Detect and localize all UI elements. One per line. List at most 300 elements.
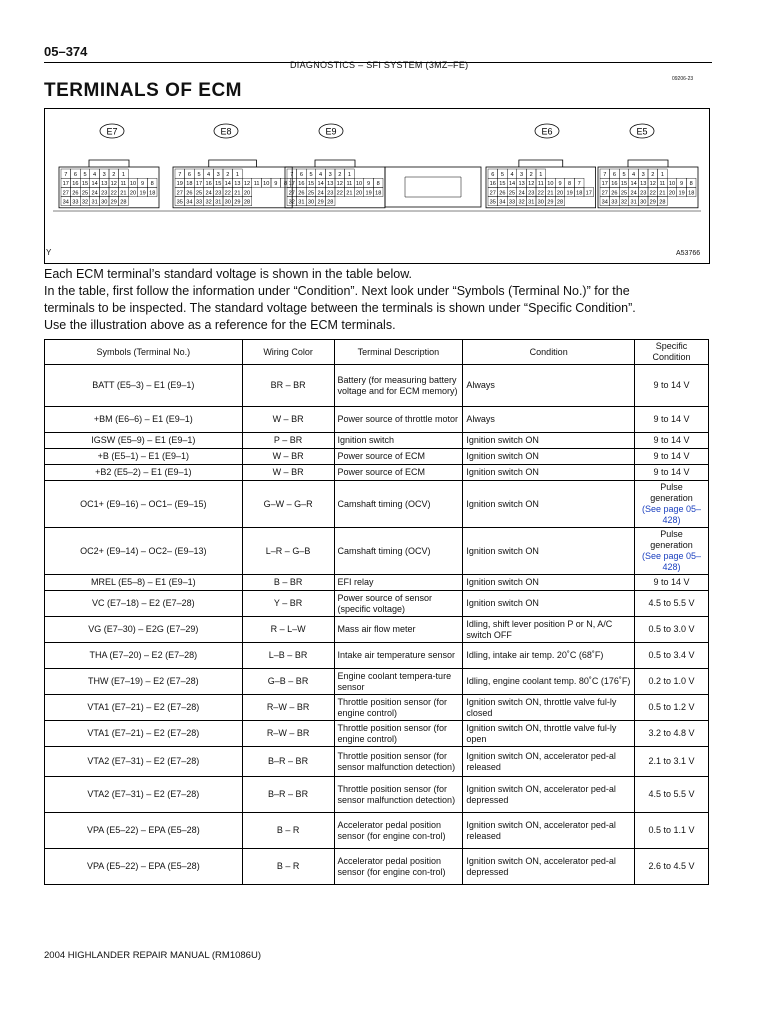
cell-condition [463,465,635,481]
cell-wiring-color [242,695,334,721]
cell-symbols [45,365,243,407]
pin-number: 24 [317,190,324,197]
pin-number: 27 [176,190,183,197]
pin-number: 18 [576,190,583,197]
pin-number: 31 [528,199,535,206]
pin-number: 15 [307,181,315,188]
cell-specific-condition-text: 9 to 14 V [653,577,690,587]
cell-terminal-description [334,575,463,591]
header-condition: Condition [463,340,635,365]
cell-condition [463,747,635,777]
cell-wiring-color [242,643,334,669]
pin-number: 33 [611,199,618,206]
see-page-link[interactable]: (See page 05–428) [641,551,702,572]
table-row [45,575,709,591]
cell-wiring-color [242,465,334,481]
cell-symbols-text: VTA2 (E7–31) – E2 (E7–28) [87,756,200,766]
cell-symbols [45,849,243,885]
cell-condition [463,777,635,813]
pin-number: 2 [338,171,342,178]
cell-wiring-color [242,591,334,617]
see-page-link[interactable]: (See page 05–428) [641,504,702,525]
cell-condition-text: Ignition switch ON, accelerator ped-al released [466,819,616,841]
cell-wiring-color-text: G–B – BR [267,676,309,686]
cell-terminal-description [334,433,463,449]
pin-number: 23 [327,190,334,197]
cell-symbols-text: VG (E7–30) – E2G (E7–29) [88,624,199,634]
cell-wiring-color-text: W – BR [272,451,304,461]
pin-number: 23 [640,190,647,197]
cell-wiring-color-text: G–W – G–R [263,498,313,509]
pin-number: 17 [288,181,295,188]
pin-number: 8 [283,181,287,188]
cell-condition-text: Ignition switch ON [466,598,539,608]
cell-terminal-description [334,449,463,465]
pin-number: 16 [489,181,496,188]
cell-wiring-color-text: Y – BR [273,598,303,608]
cell-wiring-color [242,575,334,591]
cell-specific-condition [635,643,709,669]
cell-specific-condition-text: 9 to 14 V [653,414,690,424]
cell-terminal-description [334,591,463,617]
pin-number: 17 [601,181,608,188]
pin-number: 30 [537,199,544,206]
pin-number: 4 [510,171,514,178]
pin-number: 5 [500,171,504,178]
pin-number: 19 [176,181,183,188]
pin-number: 24 [518,190,525,197]
cell-wiring-color [242,481,334,528]
pin-number: 25 [620,190,628,197]
cell-terminal-description [334,528,463,575]
cell-specific-condition-text: 2.6 to 4.5 V [648,861,695,871]
pin-number: 28 [243,199,251,206]
table-header-row [45,340,709,365]
pin-number: 30 [101,199,108,206]
cell-symbols-text: MREL (E5–8) – E1 (E9–1) [90,577,196,587]
cell-condition-text: Ignition switch ON [466,435,539,445]
cell-symbols [45,813,243,849]
pin-number: 30 [640,199,647,206]
cell-specific-condition [635,465,709,481]
ecm-terminal-table [44,339,709,885]
pin-number: 22 [537,190,544,197]
cell-specific-condition [635,617,709,643]
cell-condition-text: Ignition switch ON [466,545,539,556]
table-row [45,813,709,849]
cell-symbols [45,591,243,617]
footer-text: 2004 HIGHLANDER REPAIR MANUAL (RM1086U) [44,950,261,961]
pin-number: 1 [539,171,543,178]
pin-number: 18 [375,190,382,197]
pin-number: 28 [659,199,666,206]
pin-number: 9 [680,181,684,188]
cell-specific-condition [635,813,709,849]
pin-number: 6 [73,171,77,178]
cell-specific-condition [635,777,709,813]
pin-number: 1 [235,171,239,178]
cell-symbols-text: IGSW (E5–9) – E1 (E9–1) [91,435,196,445]
cell-symbols-text: +B2 (E5–2) – E1 (E9–1) [95,467,192,477]
pin-number: 19 [566,190,573,197]
cell-specific-condition-text: 0.5 to 3.4 V [648,650,695,660]
header-symbols: Symbols (Terminal No.) [45,340,243,365]
pin-number: 13 [518,181,525,188]
cell-symbols-text: BATT (E5–3) – E1 (E9–1) [92,380,195,390]
cell-wiring-color-text: BR – BR [270,380,306,390]
cell-condition-text: Always [466,414,495,424]
cell-terminal-description [334,365,463,407]
pin-number: 14 [224,181,231,188]
cell-specific-condition [635,849,709,885]
cell-specific-condition-text: 9 to 14 V [653,451,690,461]
ecm-housing-slot [405,177,461,197]
pin-number: 9 [274,181,278,188]
pin-number: 10 [129,181,137,188]
cell-condition-text: Ignition switch ON, accelerator ped-al released [466,750,616,772]
cell-specific-condition [635,407,709,433]
pin-number: 12 [110,181,117,188]
cell-specific-condition [635,528,709,575]
cell-specific-condition-text: 3.2 to 4.8 V [648,728,695,738]
cell-wiring-color [242,433,334,449]
cell-wiring-color-text: B – R [276,825,300,835]
cell-wiring-color-text: R–W – BR [266,728,310,738]
pin-number: 7 [577,181,581,188]
section-title: TERMINALS OF ECM [44,80,242,101]
connector-latch [519,160,563,167]
pin-number: 10 [547,181,554,188]
cell-terminal-description [334,407,463,433]
connector-label: E9 [325,126,337,137]
pin-number: 21 [120,190,127,197]
pin-number: 27 [601,190,608,197]
pin-number: 1 [121,171,125,178]
pin-number: 1 [660,171,664,178]
pin-number: 14 [630,181,637,188]
pin-number: 11 [537,181,544,188]
cell-symbols-text: +BM (E6–6) – E1 (E9–1) [93,414,193,424]
cell-terminal-description [334,721,463,747]
cell-symbols [45,617,243,643]
cell-condition-text: Ignition switch ON, accelerator ped-al depressed [466,855,616,877]
intro-line-4: Use the illustration above as a reference for the ECM terminals. [44,318,396,332]
pin-number: 6 [187,171,191,178]
pin-number: 27 [489,190,496,197]
pin-number: 8 [376,181,380,188]
cell-specific-condition-text: Pulse generation [650,529,693,550]
pin-number: 8 [568,181,572,188]
cell-wiring-color [242,528,334,575]
pin-number: 32 [205,199,212,206]
cell-terminal-description-text: Throttle position sensor (for sensor malfunction detection) [337,783,456,805]
cell-wiring-color-text: B–R – BR [268,756,309,766]
cell-terminal-description [334,849,463,885]
pin-number: 4 [319,171,323,178]
pin-number: 26 [499,190,506,197]
cell-terminal-description [334,777,463,813]
pin-number: 20 [243,190,251,197]
connector-label: E5 [636,126,648,137]
figure-corner-label: Y [46,248,52,257]
cell-specific-condition [635,481,709,528]
cell-symbols [45,449,243,465]
pin-number: 35 [489,199,496,206]
pin-number: 27 [62,190,69,197]
pin-number: 9 [367,181,371,188]
table-row [45,777,709,813]
cell-terminal-description-text: Intake air temperature sensor [337,650,456,660]
cell-specific-condition [635,669,709,695]
pin-number: 35 [176,199,183,206]
pin-number: 15 [620,181,628,188]
cell-wiring-color [242,849,334,885]
cell-specific-condition-text: 4.5 to 5.5 V [648,789,695,799]
table-row [45,747,709,777]
pin-number: 2 [529,171,533,178]
table-row [45,465,709,481]
pin-number: 6 [612,171,616,178]
pin-number: 19 [139,190,146,197]
cell-terminal-description-text: Power source of throttle motor [337,414,459,424]
pin-number: 9 [558,181,562,188]
cell-terminal-description [334,669,463,695]
table-row [45,591,709,617]
cell-condition [463,591,635,617]
pin-number: 6 [299,171,303,178]
cell-specific-condition-text: 2.1 to 3.1 V [648,756,695,766]
pin-number: 3 [328,171,332,178]
pin-number: 11 [346,181,353,188]
cell-symbols [45,465,243,481]
cell-symbols [45,528,243,575]
figure-id: A53766 [676,250,701,257]
cell-terminal-description [334,465,463,481]
cell-symbols [45,575,243,591]
table-row [45,433,709,449]
connector-label: E6 [541,126,553,137]
cell-condition [463,365,635,407]
pin-number: 2 [651,171,655,178]
page-number: 05–374 [44,44,88,59]
pin-number: 31 [215,199,222,206]
table-row [45,617,709,643]
intro-line-2: In the table, first follow the information under “Condition”. Next look under “Symbols (Terminal No.)” for the [44,284,630,298]
cell-specific-condition-text: 0.5 to 1.2 V [648,702,695,712]
pin-number: 7 [64,171,68,178]
pin-number: 6 [491,171,495,178]
cell-terminal-description-text: Accelerator pedal position sensor (for engine con-trol) [337,819,446,841]
figure-reference-code: 09206-23 [672,76,694,82]
cell-symbols-text: VC (E7–18) – E2 (E7–28) [92,598,195,608]
pin-number: 1 [347,171,351,178]
cell-terminal-description-text: Throttle position sensor (for sensor malfunction detection) [337,750,456,772]
cell-specific-condition-text: 0.2 to 1.0 V [648,676,695,686]
pin-number: 11 [253,181,260,188]
cell-symbols [45,643,243,669]
table-row [45,695,709,721]
cell-specific-condition [635,591,709,617]
pin-number: 26 [298,190,305,197]
cell-specific-condition [635,695,709,721]
pin-number: 14 [508,181,516,188]
pin-number: 11 [659,181,666,188]
pin-number: 32 [81,199,89,206]
table-row [45,365,709,407]
cell-condition [463,695,635,721]
cell-condition-text: Ignition switch ON, throttle valve ful-ly closed [466,696,617,718]
pin-number: 15 [499,181,506,188]
header-terminal-description: Terminal Description [334,340,463,365]
cell-condition [463,849,635,885]
connector-latch [628,160,668,167]
cell-terminal-description-text: Accelerator pedal position sensor (for engine con-trol) [337,855,446,877]
pin-number: 3 [216,171,220,178]
pin-number: 10 [263,181,270,188]
cell-condition [463,481,635,528]
pin-number: 12 [243,181,251,188]
cell-terminal-description-text: Throttle position sensor (for engine control) [337,722,448,744]
pin-number: 17 [62,181,69,188]
pin-number: 24 [91,190,98,197]
cell-symbols [45,407,243,433]
pin-number: 10 [668,181,676,188]
cell-condition [463,433,635,449]
cell-terminal-description-text: Power source of ECM [337,451,426,461]
cell-specific-condition [635,575,709,591]
pin-number: 20 [355,190,363,197]
ecm-connector-figure [44,108,710,264]
cell-terminal-description [334,747,463,777]
cell-condition [463,721,635,747]
cell-condition-text: Ignition switch ON, throttle valve ful-ly open [466,722,617,744]
connector-label: E8 [220,126,232,137]
pin-number: 25 [508,190,516,197]
cell-wiring-color-text: L–B – BR [268,650,308,660]
cell-specific-condition [635,449,709,465]
pin-number: 13 [327,181,334,188]
pin-number: 34 [62,199,69,206]
pin-number: 14 [317,181,324,188]
cell-wiring-color [242,365,334,407]
table-row [45,449,709,465]
pin-number: 16 [298,181,305,188]
cell-wiring-color-text: R – L–W [270,624,306,634]
pin-number: 22 [224,190,231,197]
pin-number: 31 [298,199,305,206]
cell-terminal-description-text: Engine coolant tempera-ture sensor [337,670,452,692]
pin-number: 33 [195,199,203,206]
pin-number: 26 [72,190,79,197]
cell-terminal-description-text: Ignition switch [337,435,395,445]
pin-number: 25 [81,190,89,197]
pin-number: 34 [499,199,506,206]
pin-number: 12 [649,181,656,188]
cell-terminal-description-text: Power source of sensor (specific voltage) [337,592,433,614]
cell-symbols [45,669,243,695]
cell-condition [463,813,635,849]
pin-number: 12 [336,181,343,188]
cell-wiring-color-text: B – R [276,861,300,871]
pin-number: 18 [186,181,193,188]
pin-number: 19 [678,190,685,197]
cell-terminal-description-text: EFI relay [337,577,374,587]
pin-number: 21 [659,190,666,197]
pin-number: 34 [186,199,193,206]
pin-number: 32 [518,199,525,206]
pin-number: 15 [81,181,89,188]
pin-number: 29 [234,199,241,206]
pin-number: 3 [641,171,645,178]
pin-number: 25 [307,190,315,197]
cell-terminal-description-text: Power source of ECM [337,467,426,477]
cell-condition-text: Idling, engine coolant temp. 80˚C (176˚F) [466,676,631,686]
pin-number: 5 [83,171,87,178]
pin-number: 3 [520,171,524,178]
header-specific-condition: Specific Condition [635,340,709,365]
cell-specific-condition-text: 0.5 to 3.0 V [648,624,695,634]
pin-number: 4 [93,171,97,178]
ecm-housing [385,167,481,207]
pin-number: 4 [632,171,636,178]
pin-number: 32 [620,199,628,206]
pin-number: 2 [226,171,230,178]
pin-number: 28 [327,199,334,206]
cell-specific-condition-text: 9 to 14 V [653,380,690,390]
pin-number: 16 [611,181,618,188]
cell-wiring-color-text: R–W – BR [266,702,310,712]
pin-number: 24 [205,190,212,197]
pin-number: 8 [150,181,154,188]
cell-terminal-description [334,643,463,669]
pin-number: 7 [178,171,182,178]
cell-terminal-description-text: Throttle position sensor (for engine control) [337,696,448,718]
cell-terminal-description [334,617,463,643]
cell-condition-text: Ignition switch ON [466,498,539,509]
cell-terminal-description [334,481,463,528]
cell-wiring-color-text: W – BR [272,414,304,424]
pin-number: 26 [611,190,618,197]
pin-number: 21 [346,190,353,197]
pin-number: 13 [640,181,647,188]
cell-condition-text: Idling, intake air temp. 20˚C (68˚F) [466,650,604,660]
cell-condition [463,407,635,433]
table-row [45,528,709,575]
pin-number: 18 [149,190,156,197]
pin-number: 29 [317,199,324,206]
cell-terminal-description [334,695,463,721]
table-row [45,643,709,669]
connector-latch [315,160,355,167]
cell-condition [463,669,635,695]
pin-number: 29 [547,199,554,206]
cell-symbols-text: OC1+ (E9–16) – OC1– (E9–15) [80,498,207,509]
pin-number: 24 [630,190,637,197]
pin-number: 14 [91,181,98,188]
intro-line-1: Each ECM terminal’s standard voltage is shown in the table below. [44,267,413,281]
header-wiring-color: Wiring Color [242,340,334,365]
pin-number: 11 [120,181,127,188]
pin-number: 26 [186,190,193,197]
cell-terminal-description-text: Mass air flow meter [337,624,416,634]
pin-number: 3 [102,171,106,178]
pin-number: 16 [72,181,79,188]
pin-number: 23 [215,190,222,197]
pin-number: 10 [355,181,363,188]
cell-symbols-text: THW (E7–19) – E2 (E7–28) [88,676,199,686]
cell-specific-condition-text: 9 to 14 V [653,467,690,477]
pin-number: 29 [110,199,117,206]
